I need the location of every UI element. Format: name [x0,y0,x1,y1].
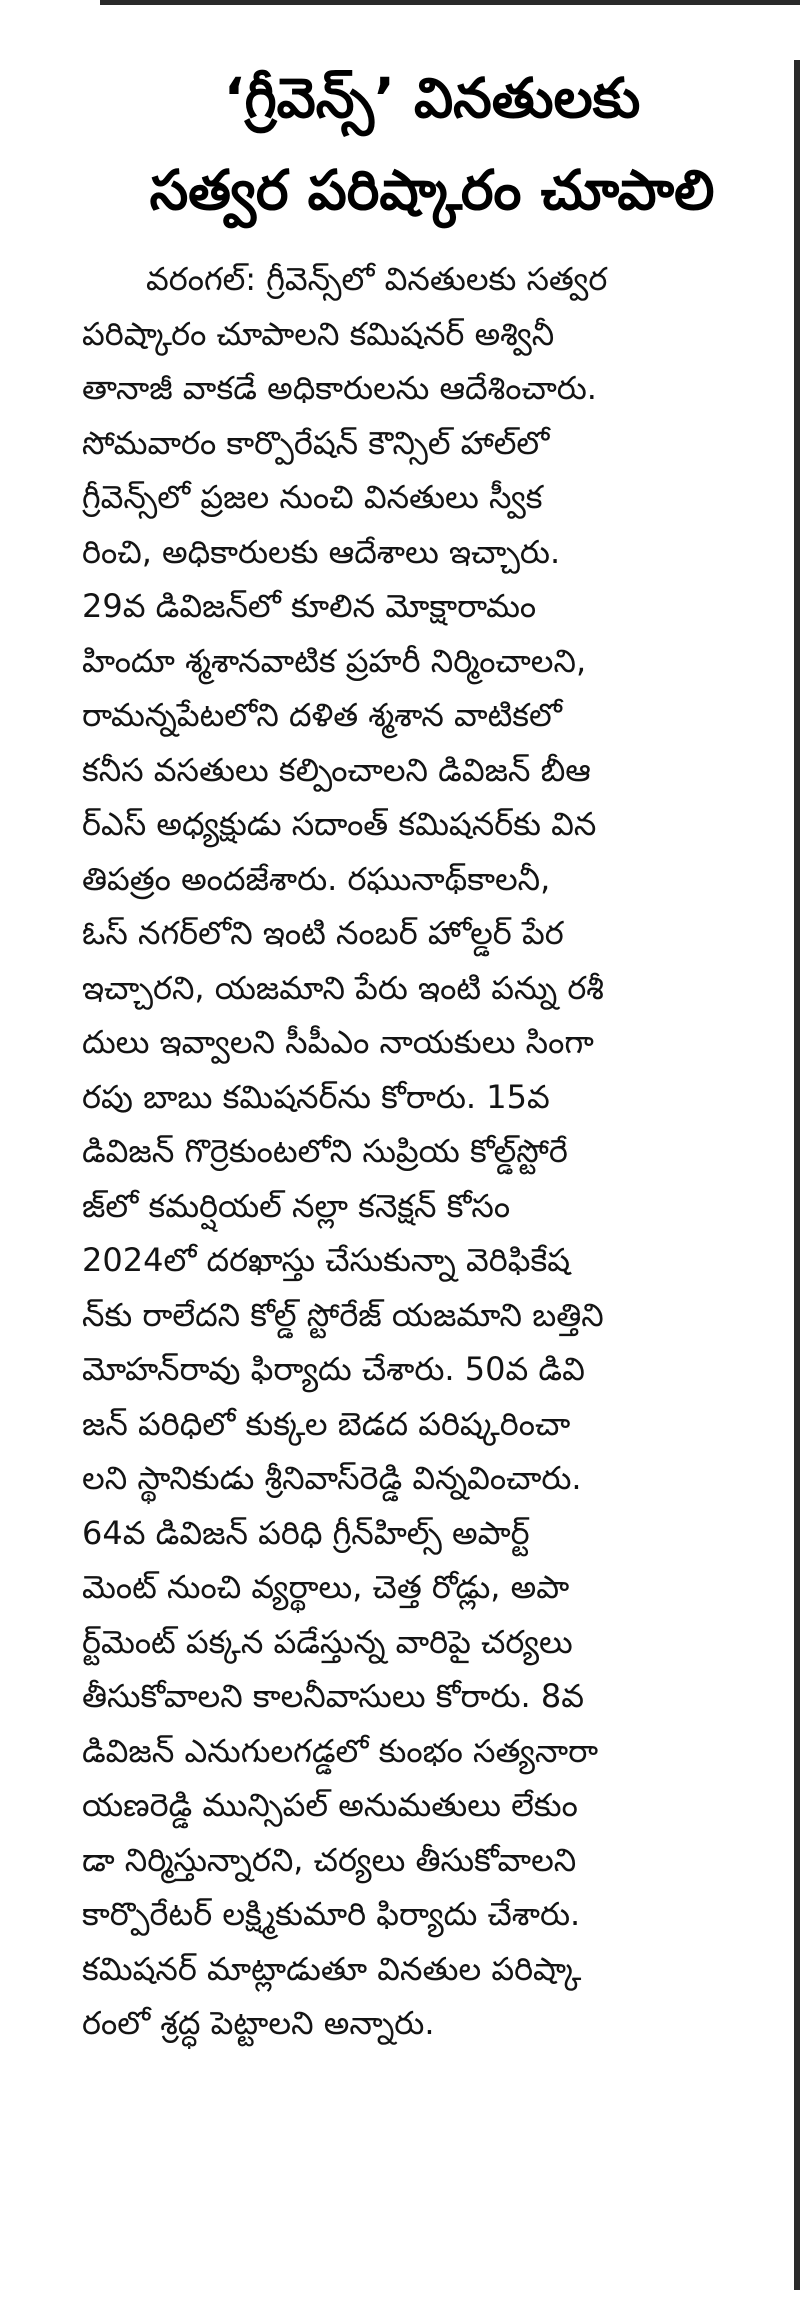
body-line: 2024లో దరఖాస్తు చేసుకున్నా వెరిఫికేష [82,1241,571,1279]
headline [82,52,782,236]
body-line: లని స్థానికుడు శ్రీనివాస్‌రెడ్డి విన్నవించారు. [82,1459,582,1497]
body-line: జన్ పరిధిలో కుక్కల బెడద పరిష్కరించా [82,1404,571,1443]
body-line: రించి, అధికారులకు ఆదేశాలు ఇచ్చారు. [82,532,561,571]
right-border-rule [794,60,800,2290]
body-line: హిందూ శ్మశానవాటిక ప్రహరీ నిర్మించాలని, [82,641,587,680]
headline-line-2: సత్వర పరిష్కారం చూపాలి [149,158,715,222]
body-line: ర్ట్‌మెంట్ పక్కన పడేస్తున్న వారిపై చర్యలు [82,1622,573,1661]
body-line: కనీస వసతులు కల్పించాలని డివిజన్ బీఆ [82,750,591,789]
headline-line-1: ‘గ్రీవెన్స్’ వినతులకు [223,66,641,130]
body-line: ఓస్ నగర్‌లోని ఇంటి నంబర్ హోల్డర్ పేర [82,914,564,952]
body-line: రంలో శ్రద్ధ పెట్టాలని అన్నారు. [82,2004,435,2042]
body-line: డివిజన్ ఎనుగులగడ్డలో కుంభం సత్యనారా [82,1731,599,1770]
body-line: కమిషనర్ మాట్లాడుతూ వినతుల పరిష్కా [82,1949,582,1988]
body-line: డివిజన్ గొర్రెకుంటలోని సుప్రియ కోల్డ్‌స్టోరే [82,1132,568,1170]
news-article [82,52,782,2051]
body-line: మోహన్‌రావు ఫిర్యాదు చేశారు. 50వ డివి [82,1350,585,1388]
body-line: 64వ డివిజన్ పరిధి గ్రీన్‌హిల్స్ అపార్ట్ [82,1513,530,1552]
body-line: పరిష్కారం చూపాలని కమిషనర్ అశ్వినీ [82,314,555,353]
body-line: తానాజీ వాకడే అధికారులను ఆదేశించారు. [82,369,597,407]
body-line: కార్పొరేటర్ లక్ష్మికుమారి ఫిర్యాదు చేశారు. [82,1895,581,1933]
body-line: సోమవారం కార్పొరేషన్ కౌన్సిల్ హాల్‌లో [82,423,550,462]
body-line: జ్‌లో కమర్షియల్ నల్లా కనెక్షన్ కోసం [82,1186,511,1225]
body-line: న్‌కు రాలేదని కోల్డ్ స్టోరేజ్ యజమాని బత్తిని [82,1295,604,1334]
top-border-rule [100,0,800,5]
body-line: దులు ఇవ్వాలని సీపీఎం నాయకులు సింగా [82,1023,594,1061]
body-line: డా నిర్మిస్తున్నారని, చర్యలు తీసుకోవాలని [82,1840,577,1879]
body-line: ర్ఎస్ అధ్యక్షుడు సదాంత్ కమిషనర్‌కు విన [82,805,597,843]
body-line: తిపత్రం అందజేశారు. రఘునాథ్‌కాలనీ, [82,859,551,898]
body-line: 29వ డివిజన్‌లో కూలిన మోక్షారామం [82,587,537,625]
body-line: గ్రీవెన్స్‌లో ప్రజల నుంచి వినతులు స్వీక [82,478,543,516]
body-line: ఇచ్చారని, యజమాని పేరు ఇంటి పన్ను రశీ [82,968,604,1007]
body-line: రామన్నపేటలోని దళిత శ్మశాన వాటికలో [82,696,562,734]
body-line: వరంగల్: గ్రీవెన్స్‌లో వినతులకు సత్వర [146,260,608,298]
body-line: యణరెడ్డి మున్సిపల్ అనుమతులు లేకుం [82,1786,578,1824]
article-body [82,252,782,2051]
body-line: రపు బాబు కమిషనర్‌ను కోరారు. 15వ [82,1077,550,1116]
body-line: తీసుకోవాలని కాలనీవాసులు కోరారు. 8వ [82,1677,584,1715]
body-line: మెంట్ నుంచి వ్యర్థాలు, చెత్త రోడ్లు, అపా [82,1568,570,1606]
